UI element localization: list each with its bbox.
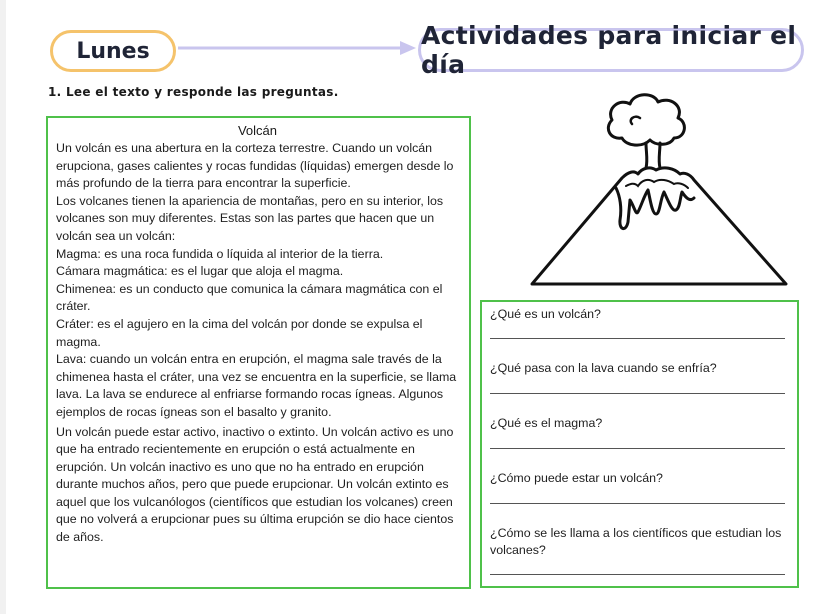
- question-text: ¿Qué es un volcán?: [490, 307, 601, 321]
- question-text: ¿Cómo puede estar un volcán?: [490, 471, 663, 485]
- reading-paragraph: Un volcán puede estar activo, inactivo o extinto. Un volcán activo es uno que ha entrado recientemente en erupción o está actualmente en erupción. Un volcán inactivo es uno que no ha entrado en erupción durante muchos años, pero que puede erupcionar. Un volcán extinto es aquel que los vulcanólogos (científicos que estudian los volcanes) creen que no volverá a erupcionar pues su última erupción se dio hace cientos de años.: [56, 424, 454, 545]
- reading-box: [46, 116, 471, 589]
- answer-line[interactable]: [490, 574, 785, 575]
- page-title: Actividades para iniciar el día: [418, 28, 804, 72]
- page-edge: [0, 0, 6, 614]
- reading-paragraph: Cráter: es el agujero en la cima del volcán por donde se expulsa el magma.: [56, 316, 423, 349]
- answer-line[interactable]: [490, 448, 785, 449]
- volcano-illustration: [530, 88, 792, 300]
- answer-line[interactable]: [490, 393, 785, 394]
- instruction-text: 1. Lee el texto y responde las preguntas.: [48, 85, 339, 99]
- arrow-right-icon: [178, 40, 418, 58]
- reading-paragraph: Chimenea: es un conducto que comunica la cámara magmática con el cráter.: [56, 281, 443, 314]
- reading-title: Volcán: [237, 123, 278, 138]
- reading-paragraph: Lava: cuando un volcán entra en erupción, el magma sale través de la chimenea hasta el cráter, una vez se encuentra en la superficie, se llama lava. La lava se endurece al enfriarse formando rocas ígneas. Algunos ejemplos de rocas ígneas son el basalto y granito.: [56, 352, 457, 419]
- question-text: ¿Qué pasa con la lava cuando se enfría?: [490, 361, 717, 375]
- answer-line[interactable]: [490, 338, 785, 339]
- answer-line[interactable]: [490, 503, 785, 504]
- day-label: Lunes: [50, 30, 176, 72]
- reading-paragraph: Los volcanes tienen la apariencia de montañas, pero en su interior, los volcanes son muy diferentes. Estas son las partes que hacen que un volcán sea un volcán:: [56, 193, 444, 243]
- reading-paragraph: Cámara magmática: es el lugar que aloja el magma.: [56, 264, 344, 279]
- question-text: ¿Qué es el magma?: [490, 416, 603, 430]
- questions-box: [480, 300, 799, 588]
- question-text: ¿Cómo se les llama a los científicos que estudian los volcanes?: [490, 526, 782, 557]
- reading-paragraph: Un volcán es una abertura en la corteza terrestre. Cuando un volcán erupciona, gases calientes y rocas fundidas (líquidas) emergen desde lo más profundo de la tierra para encontrar la superficie.: [56, 141, 454, 191]
- reading-paragraph: Magma: es una roca fundida o líquida al interior de la tierra.: [56, 246, 384, 261]
